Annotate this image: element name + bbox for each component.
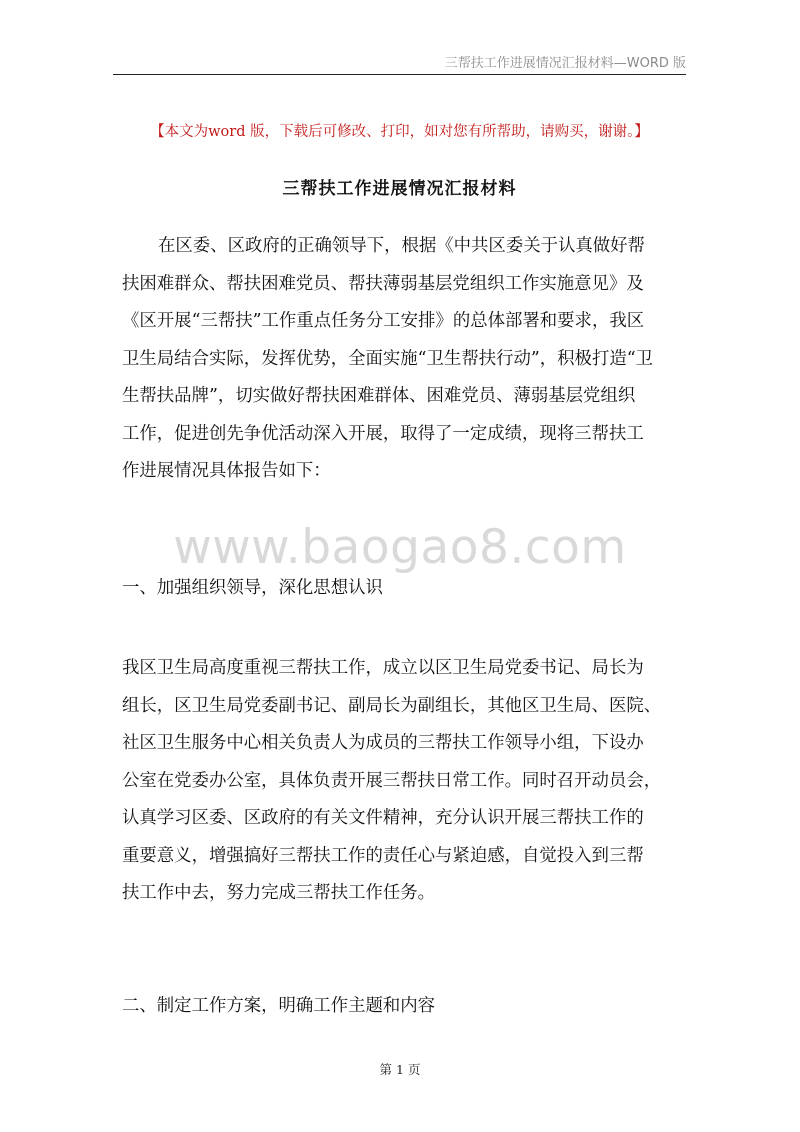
- section-heading-2: 二、制定工作方案，明确工作主题和内容: [122, 996, 436, 1016]
- paragraph-line: 社区卫生服务中心相关负责人为成员的三帮扶工作领导小组，下设办: [122, 733, 644, 753]
- intro-paragraph: [122, 228, 692, 491]
- paragraph-line: 扶工作中去，努力完成三帮扶工作任务。: [122, 883, 436, 903]
- download-notice: 【本文为word 版，下载后可修改、打印，如对您有所帮助，请购买，谢谢。】: [150, 124, 649, 140]
- running-header: 三帮扶工作进展情况汇报材料—WORD 版: [444, 56, 686, 71]
- paragraph-line: 作进展情况具体报告如下：: [122, 461, 331, 481]
- paragraph-line: 《区开展“三帮扶”工作重点任务分工安排》的总体部署和要求，我区: [122, 311, 645, 331]
- watermark: www.baogao8.com: [173, 520, 627, 575]
- document-title: 三帮扶工作进展情况汇报材料: [282, 179, 517, 199]
- paragraph-line: 我区卫生局高度重视三帮扶工作，成立以区卫生局党委书记、局长为: [122, 658, 644, 678]
- paragraph-line: 公室在党委办公室，具体负责开展三帮扶日常工作。同时召开动员会，: [122, 770, 662, 791]
- page-number: 第 1 页: [379, 1062, 421, 1077]
- paragraph-line: 生帮扶品牌”，切实做好帮扶困难群体、困难党员、薄弱基层党组织: [122, 386, 636, 406]
- paragraph-line: 工作，促进创先争优活动深入开展，取得了一定成绩，现将三帮扶工: [122, 423, 644, 444]
- paragraph-line: 在区委、区政府的正确领导下，根据《中共区委关于认真做好帮: [158, 236, 645, 256]
- paragraph-line: 重要意义，增强搞好三帮扶工作的责任心与紧迫感，自觉投入到三帮: [122, 845, 644, 866]
- section-heading-1: 一、加强组织领导，深化思想认识: [122, 578, 383, 598]
- paragraph-line: 认真学习区委、区政府的有关文件精神，充分认识开展三帮扶工作的: [122, 808, 644, 828]
- header-divider: [113, 74, 686, 75]
- paragraph-line: 扶困难群众、帮扶困难党员、帮扶薄弱基层党组织工作实施意见》及: [122, 273, 644, 294]
- section-1-paragraph: [122, 650, 692, 913]
- paragraph-line: 组长，区卫生局党委副书记、副局长为副组长，其他区卫生局、医院、: [122, 695, 662, 716]
- paragraph-line: 卫生局结合实际，发挥优势，全面实施“卫生帮扶行动”，积极打造“卫: [122, 348, 654, 369]
